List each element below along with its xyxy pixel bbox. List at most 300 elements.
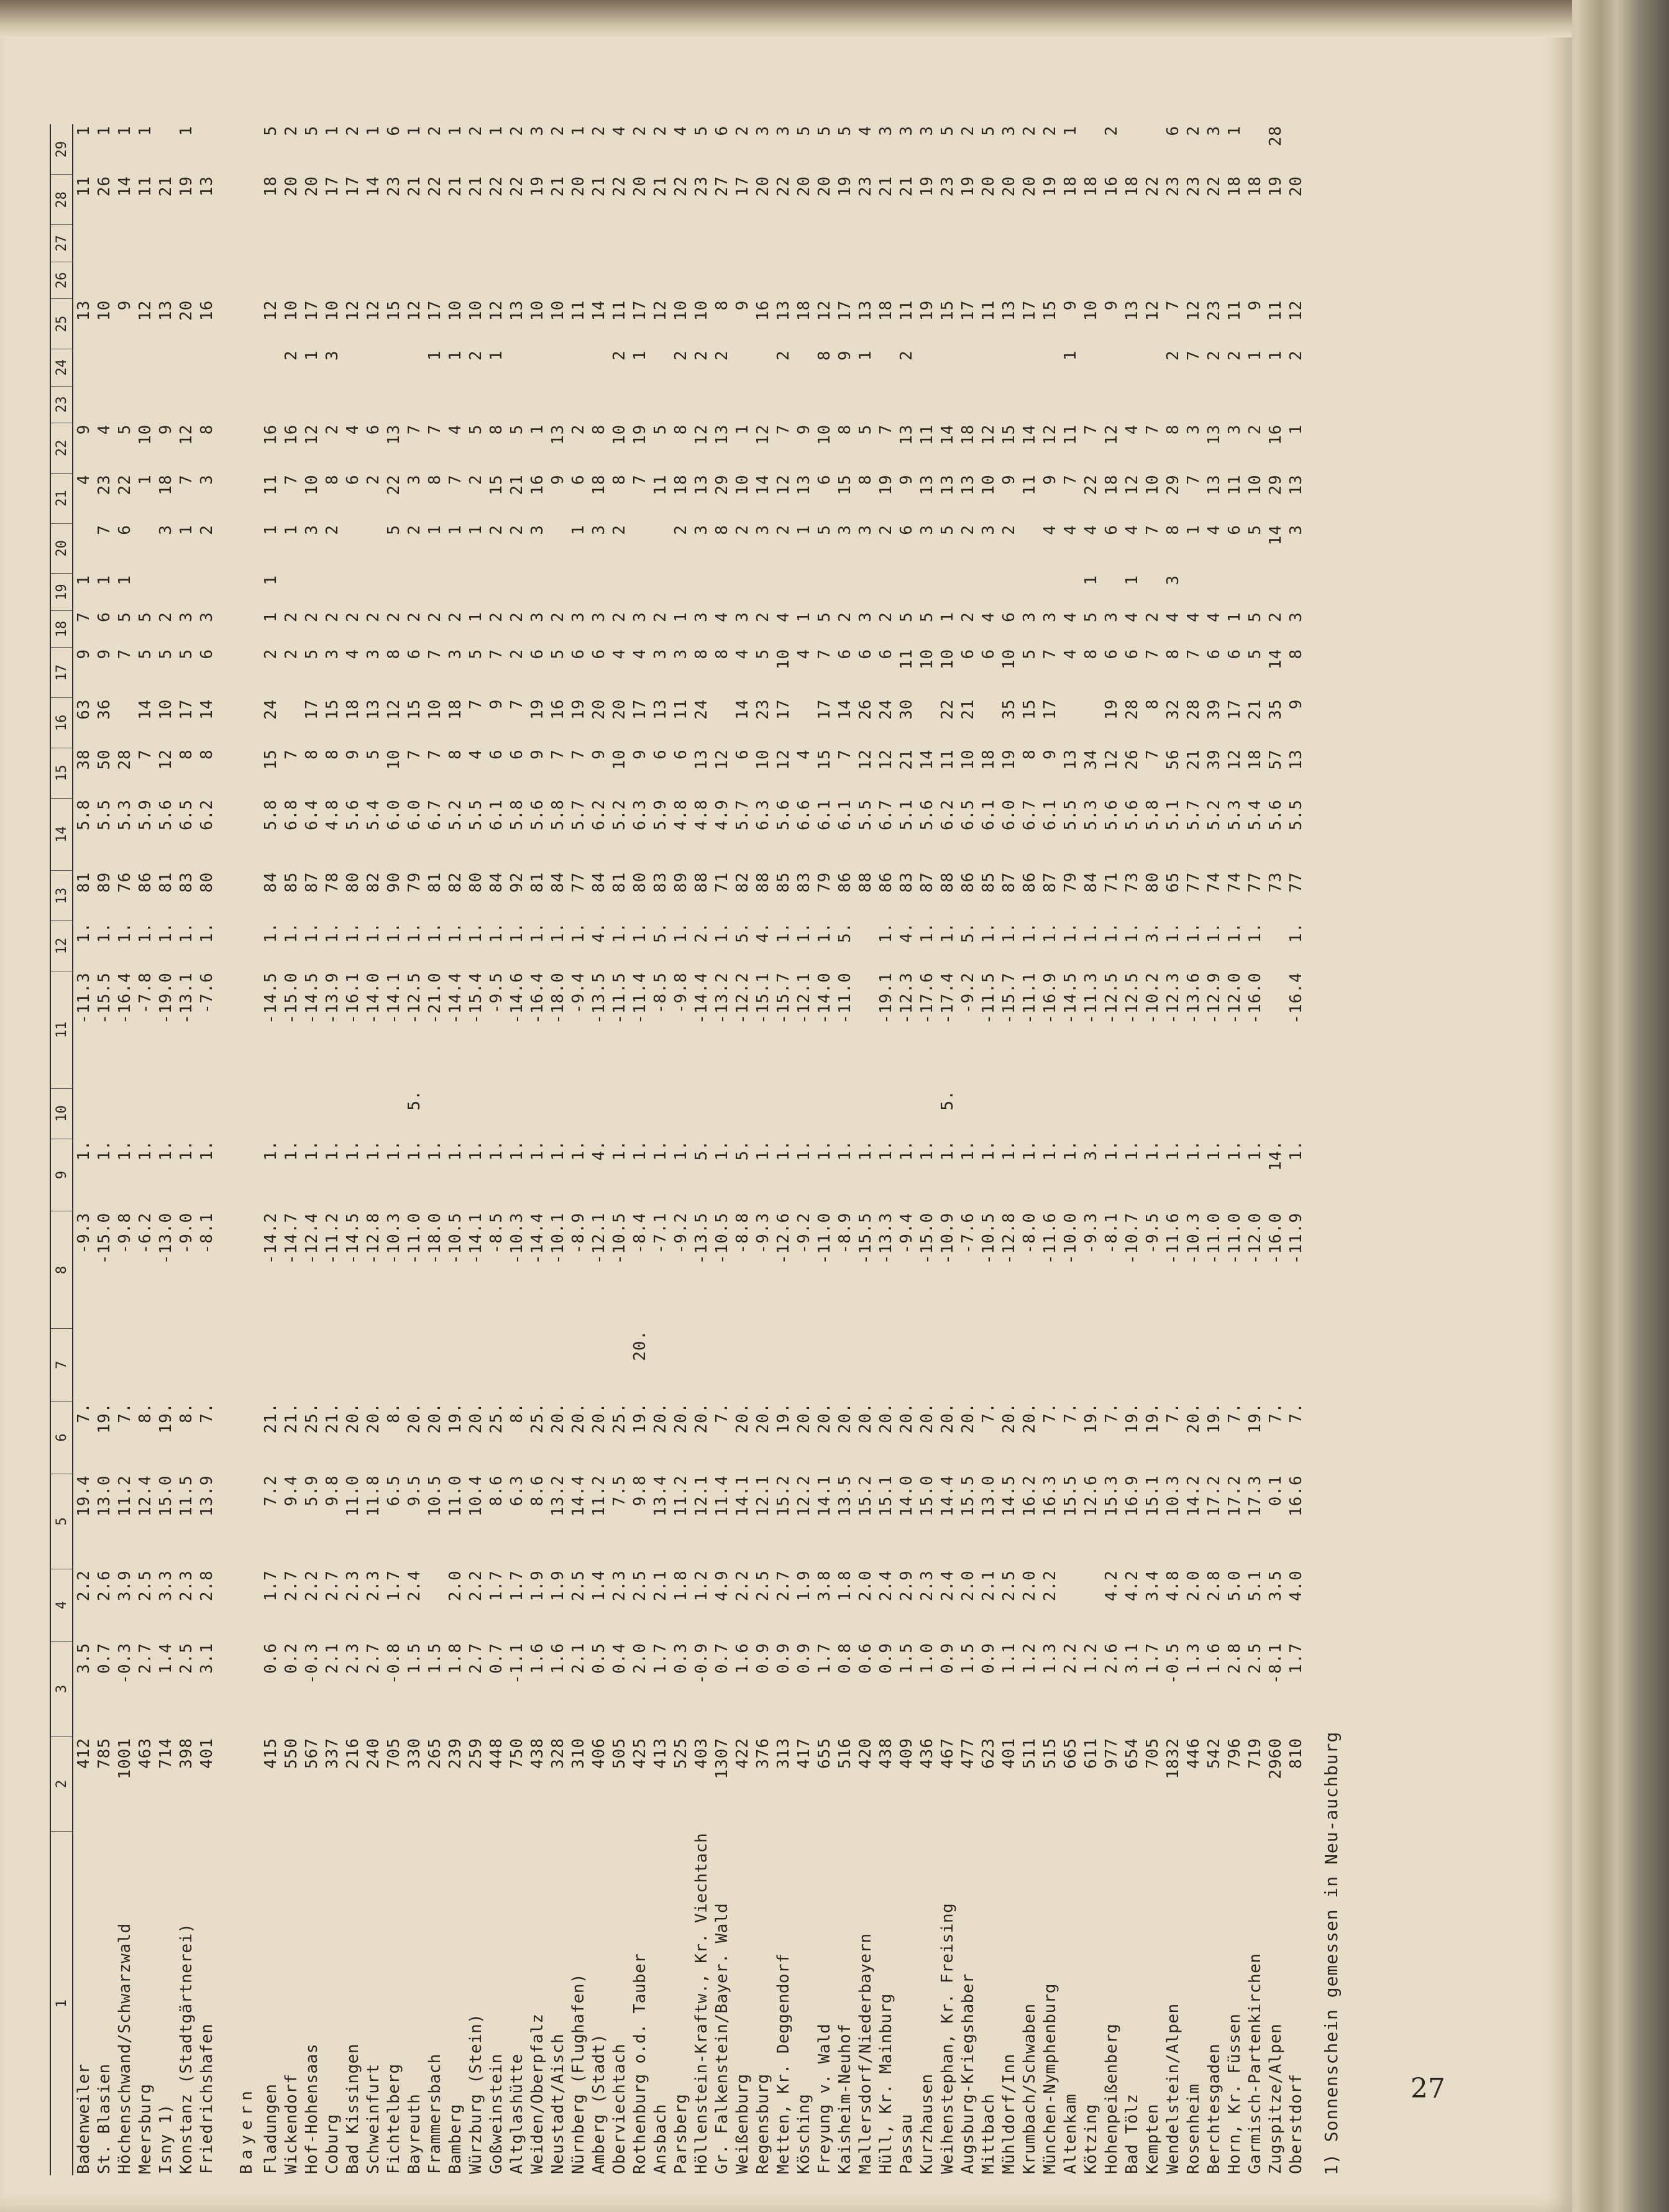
table-cell: 82 [446,871,465,893]
table-cell: 1. [856,1140,875,1161]
table-cell: 4 [1163,612,1182,622]
table-cell: 2.6 [94,1570,114,1602]
table-cell: 18 [261,175,280,197]
table-cell: 2 [610,350,629,361]
table-cell: 36 [94,699,114,720]
table-cell: 5.1 [1163,799,1182,831]
table-cell: 21 [876,175,895,197]
table-cell: 1. [1122,1140,1141,1161]
table-cell: 28 [1184,699,1203,720]
table-cell [1122,386,1142,423]
table-cell: 3 [1040,612,1059,622]
table-cell: 2 [507,612,526,622]
table-cell: 2 [405,612,424,622]
station-name: Freyung v. Wald [815,2023,834,2174]
table-row [301,124,322,2175]
table-cell [629,1088,650,1139]
table-cell: 13 [774,300,793,321]
station-name: Wickendorf [281,2073,301,2174]
table-cell: 2 [1020,126,1039,136]
table-cell: 1. [261,1140,280,1161]
table-cell: 2.8 [197,1570,216,1602]
table-cell: 1. [1061,1140,1080,1161]
table-cell [1224,574,1245,611]
table-cell: 13 [794,474,813,495]
table-cell: 14 [938,424,957,445]
column-header: 9 [50,1139,73,1211]
table-cell: 16.6 [1286,1475,1305,1517]
table-cell: 20 [176,300,196,321]
table-cell [588,349,609,387]
table-cell: 6 [94,612,114,622]
table-cell: 1. [671,1140,690,1161]
table-cell: 84 [261,871,280,893]
table-cell: 0.9 [876,1643,895,1674]
table-cell: 1.5 [958,1643,977,1674]
table-cell: 1. [1081,922,1100,943]
table-cell: 11 [1020,474,1039,495]
table-cell: 2 [281,126,301,136]
table-cell [1142,386,1163,423]
table-cell: 2 [261,648,280,659]
table-cell: 3 [528,525,547,535]
table-cell: -14.7 [281,1212,301,1265]
table-cell: 18 [876,300,895,321]
table-cell: 2 [958,126,977,136]
table-cell: 19 [528,175,547,197]
column-header: 11 [50,971,73,1088]
table-cell: 1 [322,126,342,136]
table-cell: 9 [794,424,813,435]
table-cell: 2 [156,612,175,622]
table-cell: 12 [364,300,383,321]
table-cell: 87 [917,871,936,893]
table-cell [1286,262,1306,299]
table-cell: 8 [425,474,444,485]
table-cell [609,262,629,299]
table-cell: 7 [74,612,93,622]
table-cell [834,574,855,611]
table-cell: 6.7 [876,799,895,831]
table-cell: 1 [487,350,506,361]
table-cell: 2 [1163,350,1182,361]
table-row [958,124,978,2175]
table-cell: 21 [466,175,485,197]
table-cell [876,225,896,262]
table-cell: 50 [94,749,114,770]
table-cell: 2 [610,525,629,535]
table-cell [547,1329,568,1402]
table-cell: 81 [74,871,93,893]
table-cell: 2 [1204,350,1223,361]
table-cell [691,574,711,611]
table-cell: 14 [364,175,383,197]
table-cell: 3 [733,612,752,622]
table-cell: 6 [487,749,506,760]
table-cell: 4 [1040,525,1059,535]
table-cell [629,574,650,611]
table-cell: 13 [507,300,526,321]
table-cell: 84 [589,871,608,893]
table-cell: 6.0 [384,799,403,831]
table-row [793,124,814,2175]
table-cell: -9.3 [753,1212,772,1254]
table-cell: 505 [610,1737,629,1769]
table-row [1286,124,1306,2175]
table-cell: 18 [1245,175,1264,197]
table-cell [465,386,486,423]
table-cell: 7 [281,749,301,760]
station-name: Friedrichshafen [197,2023,216,2174]
table-cell: 7 [1143,424,1162,435]
table-cell [650,1088,670,1139]
station-name: Hof-Hohensaas [302,2044,321,2174]
table-cell: 2 [322,424,342,435]
table-cell: 8 [1081,648,1100,659]
table-cell [917,225,937,262]
table-cell: 12 [261,300,280,321]
table-cell: 18 [958,424,977,445]
table-cell: 2 [446,612,465,622]
table-cell: 1.6 [1204,1643,1223,1674]
table-cell: 2 [692,350,711,361]
table-cell: 13 [917,474,936,495]
table-cell: 2 [651,126,670,136]
table-cell: 1. [487,922,506,943]
table-cell: 376 [753,1737,772,1769]
table-cell: -10.3 [507,1212,526,1265]
table-cell [999,386,1019,423]
table-cell: 29 [712,474,731,495]
table-cell: 2. [692,922,711,943]
table-cell: 23 [384,175,403,197]
table-cell [424,386,445,423]
table-cell: 5.3 [1225,799,1244,831]
table-cell [1019,262,1040,299]
table-cell: -10.5 [712,1212,731,1265]
table-cell [527,1329,547,1402]
table-cell: 1. [197,1140,216,1161]
table-cell [834,1088,855,1139]
table-row [1122,124,1142,2175]
table-cell [1081,1088,1101,1139]
table-cell: 5 [1245,612,1264,622]
table-row [486,124,506,2175]
table-cell: 5.9 [135,799,155,831]
table-cell: 1. [1225,1140,1244,1161]
column-header: 24 [50,349,73,387]
column-header: 8 [50,1211,73,1329]
table-cell: 5.8 [1143,799,1162,831]
table-row [773,124,793,2175]
table-cell: 6.0 [405,799,424,831]
table-cell: 18 [156,474,175,495]
table-cell: 12 [1286,300,1305,321]
table-cell: 1. [1163,1140,1182,1161]
table-cell: 20 [1020,175,1039,197]
table-cell: 1. [1061,922,1080,943]
table-cell: -16.0 [1266,1212,1285,1265]
table-cell [114,225,135,262]
table-row [1204,124,1224,2175]
table-cell [114,1329,135,1402]
table-cell: 4 [1204,612,1223,622]
table-cell: 85 [979,871,998,893]
table-cell: 420 [856,1737,875,1769]
table-cell: 17 [958,300,977,321]
table-cell [609,225,629,262]
table-cell: 5. [692,1140,711,1161]
table-cell: 7 [774,424,793,435]
table-cell: -9.4 [569,972,588,1014]
table-cell: 11.2 [671,1475,690,1517]
table-cell: 1. [487,1140,506,1161]
station-name: Oberstdorf [1286,2073,1305,2174]
table-cell: 17.3 [1245,1475,1264,1517]
table-cell [711,698,732,748]
table-cell [1265,386,1286,423]
table-cell: 1. [156,1140,175,1161]
table-cell: -14.4 [446,972,465,1024]
table-cell [876,349,896,387]
table-cell [114,1088,135,1139]
table-cell: 20 [999,175,1018,197]
table-cell: 20. [425,1402,444,1434]
table-cell: 1. [753,1140,772,1161]
table-cell [383,1329,404,1402]
table-cell: 5.5 [1061,799,1080,831]
column-header: 17 [50,648,73,698]
table-cell [135,349,155,387]
station-name: Bad Kissingen [343,2044,362,2174]
table-cell [445,386,465,423]
table-cell: 8 [712,300,731,311]
table-cell [1122,262,1142,299]
table-cell: 20. [917,1402,936,1434]
table-cell: 77 [1184,871,1203,893]
column-header: 20 [50,523,73,574]
table-cell: 1.9 [548,1570,567,1602]
table-cell: 80 [197,871,216,893]
table-cell: 0.7 [94,1643,114,1674]
table-cell: 4. [897,922,916,943]
table-cell: 1.4 [589,1570,608,1602]
table-cell: 19 [630,424,649,445]
station-name: Mühldorf/Inn [999,2054,1018,2174]
table-cell [486,262,506,299]
table-cell: 15.1 [1143,1475,1162,1517]
table-cell: -16.4 [115,972,134,1024]
station-name: Wendelstein/Alpen [1163,2003,1182,2174]
table-cell: 2 [425,126,444,136]
table-cell: -12.5 [1102,972,1121,1024]
table-cell: 4 [1184,612,1203,622]
table-cell [917,1088,937,1139]
table-cell: 2 [384,612,403,622]
table-cell: 2 [733,126,752,136]
table-cell: 216 [343,1737,362,1769]
table-cell: 1. [712,922,731,943]
table-cell: -14.6 [507,972,526,1024]
station-name: Rothenburg o.d. Tauber [630,1953,649,2174]
table-cell [155,124,176,175]
table-cell: -9.2 [958,972,977,1014]
table-cell: 17 [815,699,834,720]
column-header: 5 [50,1474,73,1569]
table-cell [588,225,609,262]
table-cell: 0.1 [1266,1475,1285,1507]
table-cell: 78 [322,871,342,893]
table-cell: 7. [197,1402,216,1423]
table-cell: 10 [135,424,155,445]
table-cell [445,1329,465,1402]
table-cell: 4 [794,749,813,760]
table-cell: 39 [1204,749,1223,770]
table-cell: 20 [589,699,608,720]
table-cell [1081,124,1101,175]
table-cell: 12 [651,300,670,321]
table-cell: 1 [302,350,321,361]
table-cell [793,386,814,423]
table-cell: 19 [528,699,547,720]
table-cell: 14.4 [938,1475,957,1517]
table-cell [506,262,527,299]
table-cell: 1. [1040,1140,1059,1161]
table-cell: 7 [876,424,895,435]
table-cell: -10.2 [1143,972,1162,1024]
table-cell: -11.5 [979,972,998,1024]
table-cell: -10.3 [1184,1212,1203,1265]
table-cell: 63 [74,699,93,720]
table-cell: 7.5 [610,1475,629,1507]
table-cell [896,1329,917,1402]
table-cell: 11 [261,474,280,495]
table-cell: 71 [1102,871,1121,893]
table-cell: 14.5 [999,1475,1018,1517]
table-cell [1060,1329,1081,1402]
table-cell: 81 [425,871,444,893]
table-cell: -10.1 [548,1212,567,1265]
table-cell [629,225,650,262]
table-cell: 5.6 [1102,799,1121,831]
station-name: Regensburg [753,2073,772,2174]
table-cell [527,386,547,423]
table-cell: 11 [671,699,690,720]
table-cell [404,225,424,262]
table-cell [793,349,814,387]
column-header: 18 [50,610,73,648]
table-cell: 20 [794,175,813,197]
table-cell [1163,225,1183,262]
table-cell: -14.1 [384,972,403,1024]
table-cell: 11.2 [589,1475,608,1517]
table-cell [424,574,445,611]
table-cell: -15.1 [753,972,772,1024]
table-cell: -15.0 [94,1212,114,1265]
table-cell: 4. [753,922,772,943]
table-cell: 88 [692,871,711,893]
table-cell: 14.0 [897,1475,916,1517]
table-cell [1060,1088,1081,1139]
table-cell [383,349,404,387]
table-cell: 11 [1266,300,1285,321]
table-cell [650,225,670,262]
table-cell: 2 [322,525,342,535]
table-cell: 477 [958,1737,977,1769]
table-cell: 6.5 [176,799,196,831]
table-cell [486,574,506,611]
table-cell [876,262,896,299]
table-cell: 1. [1225,922,1244,943]
table-row [424,124,445,2175]
table-cell: 5.1 [1245,1570,1264,1602]
table-cell: 6 [405,648,424,659]
table-cell: 2.4 [938,1570,957,1602]
table-cell [527,574,547,611]
table-cell: 2 [405,525,424,535]
table-cell: 2 [630,126,649,136]
table-cell: 20 [281,175,301,197]
table-cell: 81 [610,871,629,893]
table-cell: 7 [135,749,155,760]
table-cell: 5. [835,922,854,943]
table-row [1019,124,1040,2175]
table-cell: -9.2 [671,1212,690,1254]
table-cell: 10 [610,424,629,445]
station-name: Schweinfurt [364,2063,383,2174]
table-cell: 21. [322,1402,342,1434]
table-cell [752,225,773,262]
table-cell: 5.6 [343,799,362,831]
station-name: Altglashütte [507,2054,526,2174]
table-cell: 1 [135,474,155,485]
table-cell: -14.4 [692,972,711,1024]
table-cell: -10.9 [938,1212,957,1265]
table-cell: 13 [156,300,175,321]
table-cell: 5 [466,424,485,435]
table-cell [999,1329,1019,1402]
table-cell: 4 [1122,612,1141,622]
table-cell: 1.8 [671,1570,690,1602]
table-cell: 13 [1204,424,1223,445]
table-cell [629,262,650,299]
table-cell: 10 [302,474,321,495]
table-cell: 4 [610,648,629,659]
table-cell [404,574,424,611]
table-cell: 1 [528,424,547,435]
table-cell: 1.3 [1184,1643,1203,1674]
table-cell: 6 [671,749,690,760]
table-cell: 1. [261,922,280,943]
table-cell: 7. [979,1402,998,1423]
table-cell: 1. [156,922,175,943]
table-cell: 17 [343,175,362,197]
table-cell: 14 [1266,648,1285,670]
table-cell: 18 [1102,474,1121,495]
table-cell: 611 [1081,1737,1100,1769]
table-cell [568,574,588,611]
table-cell: 13.0 [979,1475,998,1517]
table-cell [176,574,196,611]
table-cell: 12 [1122,474,1141,495]
table-cell: 87 [999,871,1018,893]
table-cell: 1832 [1163,1737,1182,1779]
table-cell: 11 [651,474,670,495]
table-cell: 2 [281,350,301,361]
table-cell: 6 [115,525,134,535]
table-cell: 15.0 [917,1475,936,1517]
table-cell: 4 [630,648,649,659]
